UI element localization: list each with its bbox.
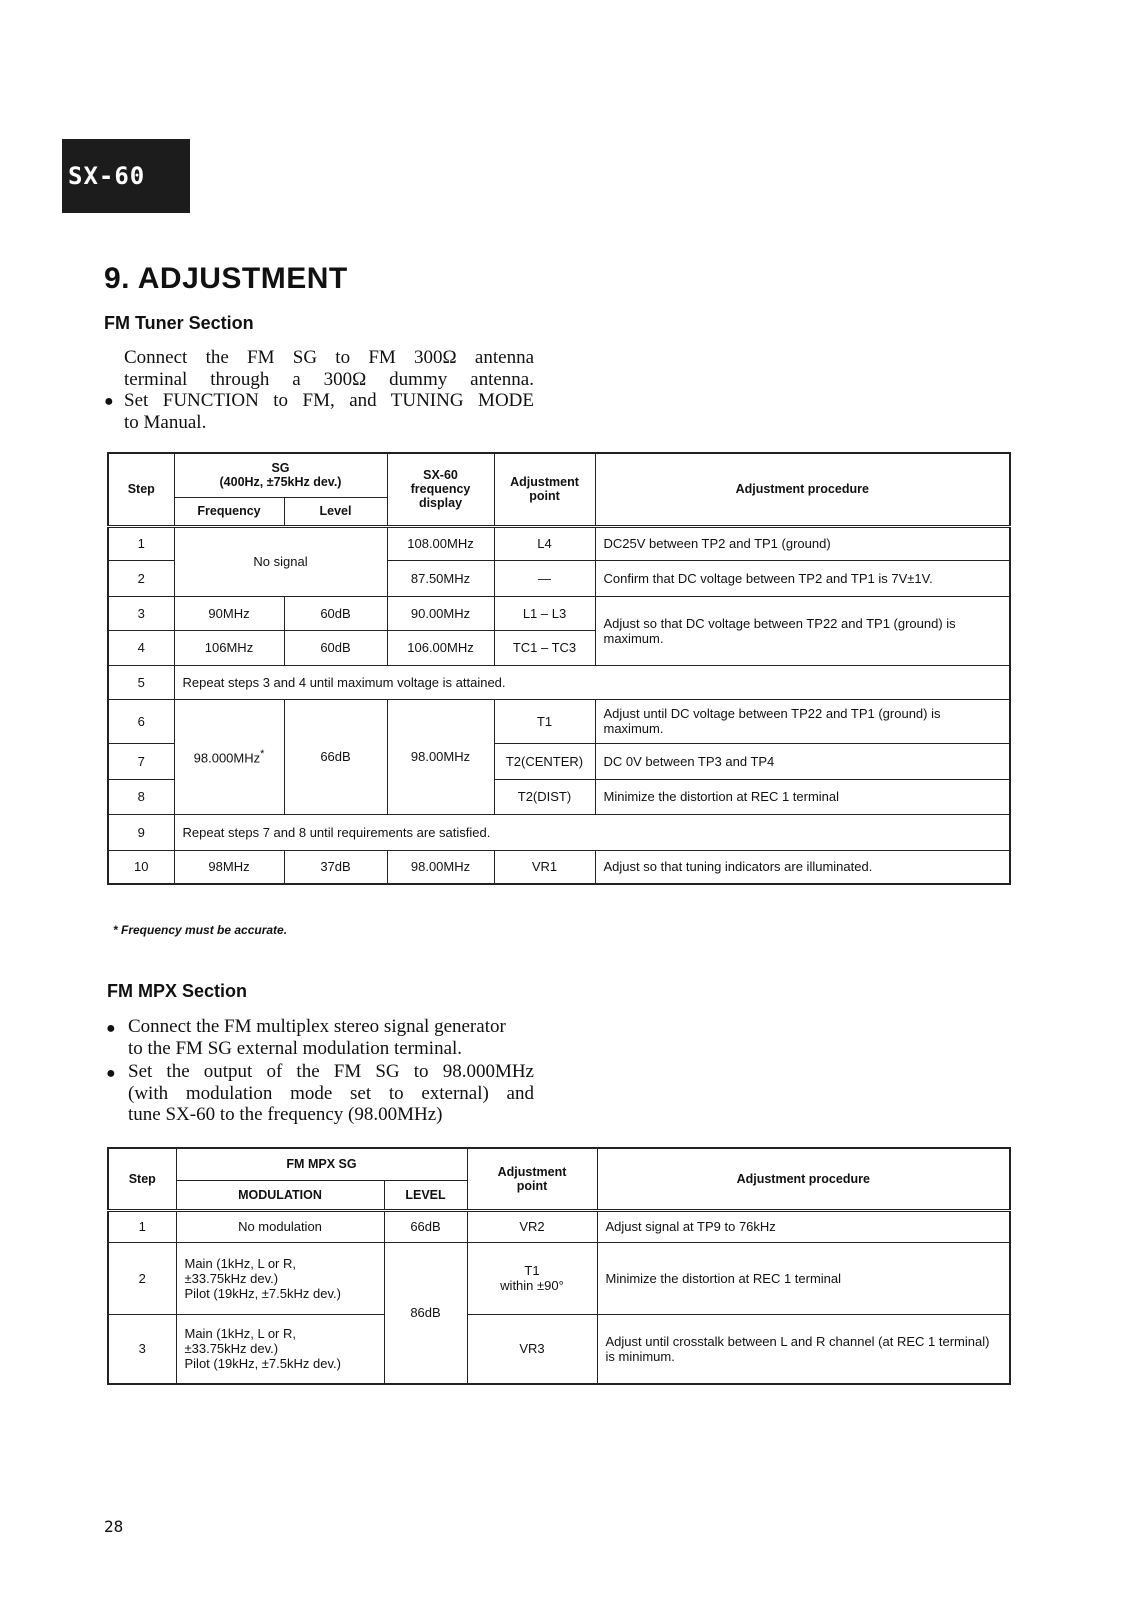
header-point xyxy=(494,453,595,526)
header-point-line: point xyxy=(529,489,560,504)
cell-point: VR2 xyxy=(467,1210,597,1242)
cell-step: 10 xyxy=(108,850,174,884)
intro-line: Set FUNCTION to FM, and TUNING MODE xyxy=(124,390,534,411)
cell-step: 8 xyxy=(108,779,174,814)
cell-display: 87.50MHz xyxy=(387,560,494,596)
cell-display: 98.00MHz xyxy=(387,699,494,814)
cell-display: 98.00MHz xyxy=(387,850,494,884)
cell-procedure: Adjust so that DC voltage between TP22 and TP1 (ground) is maximum. xyxy=(595,596,1010,665)
header-step: Step xyxy=(108,453,174,526)
header-point-line: Adjustment xyxy=(497,1164,567,1179)
fm-tuner-heading: FM Tuner Section xyxy=(104,313,254,333)
modulation-line: Pilot (19kHz, ±7.5kHz dev.) xyxy=(184,1285,341,1301)
mpx-line: Set the output of the FM SG to 98.000MHz xyxy=(128,1061,534,1082)
cell-step: 6 xyxy=(108,699,174,743)
cell-point xyxy=(467,1242,597,1314)
page-title: 9. ADJUSTMENT xyxy=(104,262,348,295)
fm-mpx-bullet-1 xyxy=(128,1016,534,1059)
header-procedure: Adjustment procedure xyxy=(595,453,1010,526)
header-point xyxy=(467,1148,597,1210)
cell-procedure: Adjust until DC voltage between TP22 and TP1 (ground) is maximum. xyxy=(595,699,1010,743)
cell-procedure: DC25V between TP2 and TP1 (ground) xyxy=(595,526,1010,560)
header-level: LEVEL xyxy=(384,1180,467,1210)
cell-step: 1 xyxy=(108,1210,176,1242)
mpx-line: to the FM SG external modulation terminal. xyxy=(128,1037,463,1059)
cell-modulation xyxy=(176,1314,384,1384)
modulation-line: ±33.75kHz dev.) xyxy=(184,1270,279,1286)
cell-level: 86dB xyxy=(384,1242,467,1384)
cell-level: 60dB xyxy=(284,596,387,630)
header-modulation: MODULATION xyxy=(176,1180,384,1210)
modulation-line: Pilot (19kHz, ±7.5kHz dev.) xyxy=(184,1356,341,1372)
cell-display: 90.00MHz xyxy=(387,596,494,630)
cell-procedure: Minimize the distortion at REC 1 terminal xyxy=(595,779,1010,814)
cell-level: 37dB xyxy=(284,850,387,884)
cell-frequency: 98MHz xyxy=(174,850,284,884)
cell-procedure: Minimize the distortion at REC 1 terminal xyxy=(597,1242,1010,1314)
cell-step: 7 xyxy=(108,743,174,779)
cell-step: 3 xyxy=(108,596,174,630)
cell-point: VR3 xyxy=(467,1314,597,1384)
cell-point: L4 xyxy=(494,526,595,560)
fm-tuner-intro xyxy=(124,347,534,433)
bullet-icon: ● xyxy=(106,1020,116,1037)
cell-note: Repeat steps 7 and 8 until requirements are satisfied. xyxy=(174,814,1010,850)
header-display xyxy=(387,453,494,526)
cell-no-signal: No signal xyxy=(174,526,387,596)
cell-procedure: Adjust signal at TP9 to 76kHz xyxy=(597,1210,1010,1242)
modulation-line: ±33.75kHz dev.) xyxy=(184,1341,279,1357)
cell-modulation xyxy=(176,1242,384,1314)
cell-step: 2 xyxy=(108,560,174,596)
cell-frequency: 90MHz xyxy=(174,596,284,630)
modulation-line: Main (1kHz, L or R, xyxy=(184,1255,296,1271)
bullet-icon: ● xyxy=(106,1065,116,1082)
intro-line: Connect the FM SG to FM 300Ω antenna xyxy=(124,347,534,368)
cell-modulation: No modulation xyxy=(176,1210,384,1242)
header-display-line: display xyxy=(418,496,463,511)
header-sg xyxy=(174,453,387,497)
header-sg-label: SG xyxy=(271,461,290,476)
cell-step: 2 xyxy=(108,1242,176,1314)
cell-frequency xyxy=(174,699,284,814)
model-label: SX-60 xyxy=(68,162,146,190)
cell-procedure: Confirm that DC voltage between TP2 and TP1 is 7V±1V. xyxy=(595,560,1010,596)
header-sg: FM MPX SG xyxy=(176,1148,467,1180)
point-line: T1 xyxy=(524,1263,540,1278)
cell-point: VR1 xyxy=(494,850,595,884)
header-point-line: point xyxy=(516,1178,548,1193)
cell-frequency: 106MHz xyxy=(174,630,284,665)
cell-point: T2(CENTER) xyxy=(494,743,595,779)
cell-step: 1 xyxy=(108,526,174,560)
header-level: Level xyxy=(284,497,387,526)
header-point-line: Adjustment xyxy=(510,475,579,490)
cell-display: 106.00MHz xyxy=(387,630,494,665)
point-line: within ±90° xyxy=(500,1278,564,1293)
intro-line: to Manual. xyxy=(124,411,207,433)
bullet-icon: ● xyxy=(104,393,114,410)
page-number: 28 xyxy=(104,1517,124,1536)
model-badge xyxy=(62,139,190,213)
cell-procedure: Adjust until crosstalk between L and R channel (at REC 1 terminal) is minimum. xyxy=(597,1314,1010,1384)
header-frequency: Frequency xyxy=(174,497,284,526)
cell-point: TC1 – TC3 xyxy=(494,630,595,665)
modulation-line: Main (1kHz, L or R, xyxy=(184,1326,296,1342)
cell-procedure: DC 0V between TP3 and TP4 xyxy=(595,743,1010,779)
header-sg-sub: (400Hz, ±75kHz dev.) xyxy=(219,475,342,490)
header-display-line: frequency xyxy=(410,482,471,497)
cell-note: Repeat steps 3 and 4 until maximum voltage is attained. xyxy=(174,665,1010,699)
cell-step: 4 xyxy=(108,630,174,665)
cell-frequency-value: 98.000MHz xyxy=(193,750,261,766)
cell-step: 5 xyxy=(108,665,174,699)
asterisk-mark: * xyxy=(260,747,265,760)
intro-line: terminal through a 300Ω dummy antenna. xyxy=(124,368,534,390)
cell-display: 108.00MHz xyxy=(387,526,494,560)
cell-level: 66dB xyxy=(384,1210,467,1242)
footnote: * Frequency must be accurate. xyxy=(113,923,288,937)
fm-mpx-bullet-2 xyxy=(128,1061,534,1126)
mpx-line: tune SX-60 to the frequency (98.00MHz) xyxy=(128,1104,443,1125)
fm-mpx-heading: FM MPX Section xyxy=(107,981,248,1001)
cell-point: T2(DIST) xyxy=(494,779,595,814)
cell-step: 3 xyxy=(108,1314,176,1384)
header-display-line: SX-60 xyxy=(423,468,458,483)
cell-procedure: Adjust so that tuning indicators are illuminated. xyxy=(595,850,1010,884)
cell-point: L1 – L3 xyxy=(494,596,595,630)
cell-point: — xyxy=(494,560,595,596)
fm-mpx-table xyxy=(107,1147,1011,1385)
header-procedure: Adjustment procedure xyxy=(597,1148,1010,1210)
cell-step: 9 xyxy=(108,814,174,850)
cell-level: 60dB xyxy=(284,630,387,665)
header-step: Step xyxy=(108,1148,176,1210)
mpx-line: Connect the FM multiplex stereo signal generator xyxy=(128,1016,506,1037)
cell-level: 66dB xyxy=(284,699,387,814)
fm-tuner-table xyxy=(107,452,1011,885)
cell-point: T1 xyxy=(494,699,595,743)
mpx-line: (with modulation mode set to external) and xyxy=(128,1082,534,1104)
